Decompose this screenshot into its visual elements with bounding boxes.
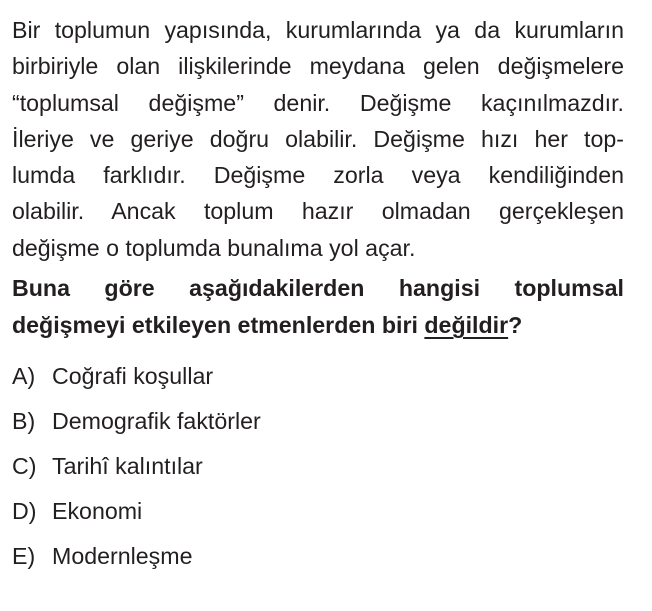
stem-line: değişme o toplumda bunalıma yol açar. <box>12 234 416 261</box>
option-e[interactable] <box>12 534 624 579</box>
option-text: Modernleşme <box>52 543 193 570</box>
option-text: Demografik faktörler <box>52 408 261 435</box>
option-letter: D) <box>12 498 37 525</box>
prompt-line-1: Buna göre aşağıdakilerden hangisi toplumsal <box>12 275 624 302</box>
question-stem <box>12 12 624 266</box>
option-letter: B) <box>12 408 36 435</box>
prompt-prefix: değişmeyi etkileyen etmenlerden biri <box>12 312 425 339</box>
option-letter: A) <box>12 363 36 390</box>
stem-line: İleriye ve geriye doğru olabilir. Değişme hızı her top- <box>12 125 624 152</box>
stem-line: birbiriyle olan ilişkilerinde meydana gelen değişmelere <box>12 53 624 80</box>
prompt-suffix: ? <box>508 312 523 339</box>
stem-line: lumda farklıdır. Değişme zorla veya kendiliğinden <box>12 162 624 189</box>
stem-line: “toplumsal değişme” denir. Değişme kaçınılmazdır. <box>12 89 624 116</box>
option-text: Ekonomi <box>52 498 143 525</box>
option-c[interactable] <box>12 444 624 489</box>
stem-line: Bir toplumun yapısında, kurumlarında ya da kurumların <box>12 17 624 43</box>
question-prompt <box>12 270 624 344</box>
option-text: Tarihî kalıntılar <box>52 453 203 480</box>
prompt-line-2 <box>12 307 624 344</box>
stem-line: olabilir. Ancak toplum hazır olmadan gerçekleşen <box>12 198 624 225</box>
option-d[interactable] <box>12 489 624 534</box>
option-a[interactable] <box>12 354 624 399</box>
option-text: Coğrafi koşullar <box>52 363 214 390</box>
answer-options <box>12 354 624 579</box>
option-letter: E) <box>12 543 36 570</box>
option-letter: C) <box>12 453 37 480</box>
prompt-emphasis: değildir <box>424 312 509 339</box>
option-b[interactable] <box>12 399 624 444</box>
